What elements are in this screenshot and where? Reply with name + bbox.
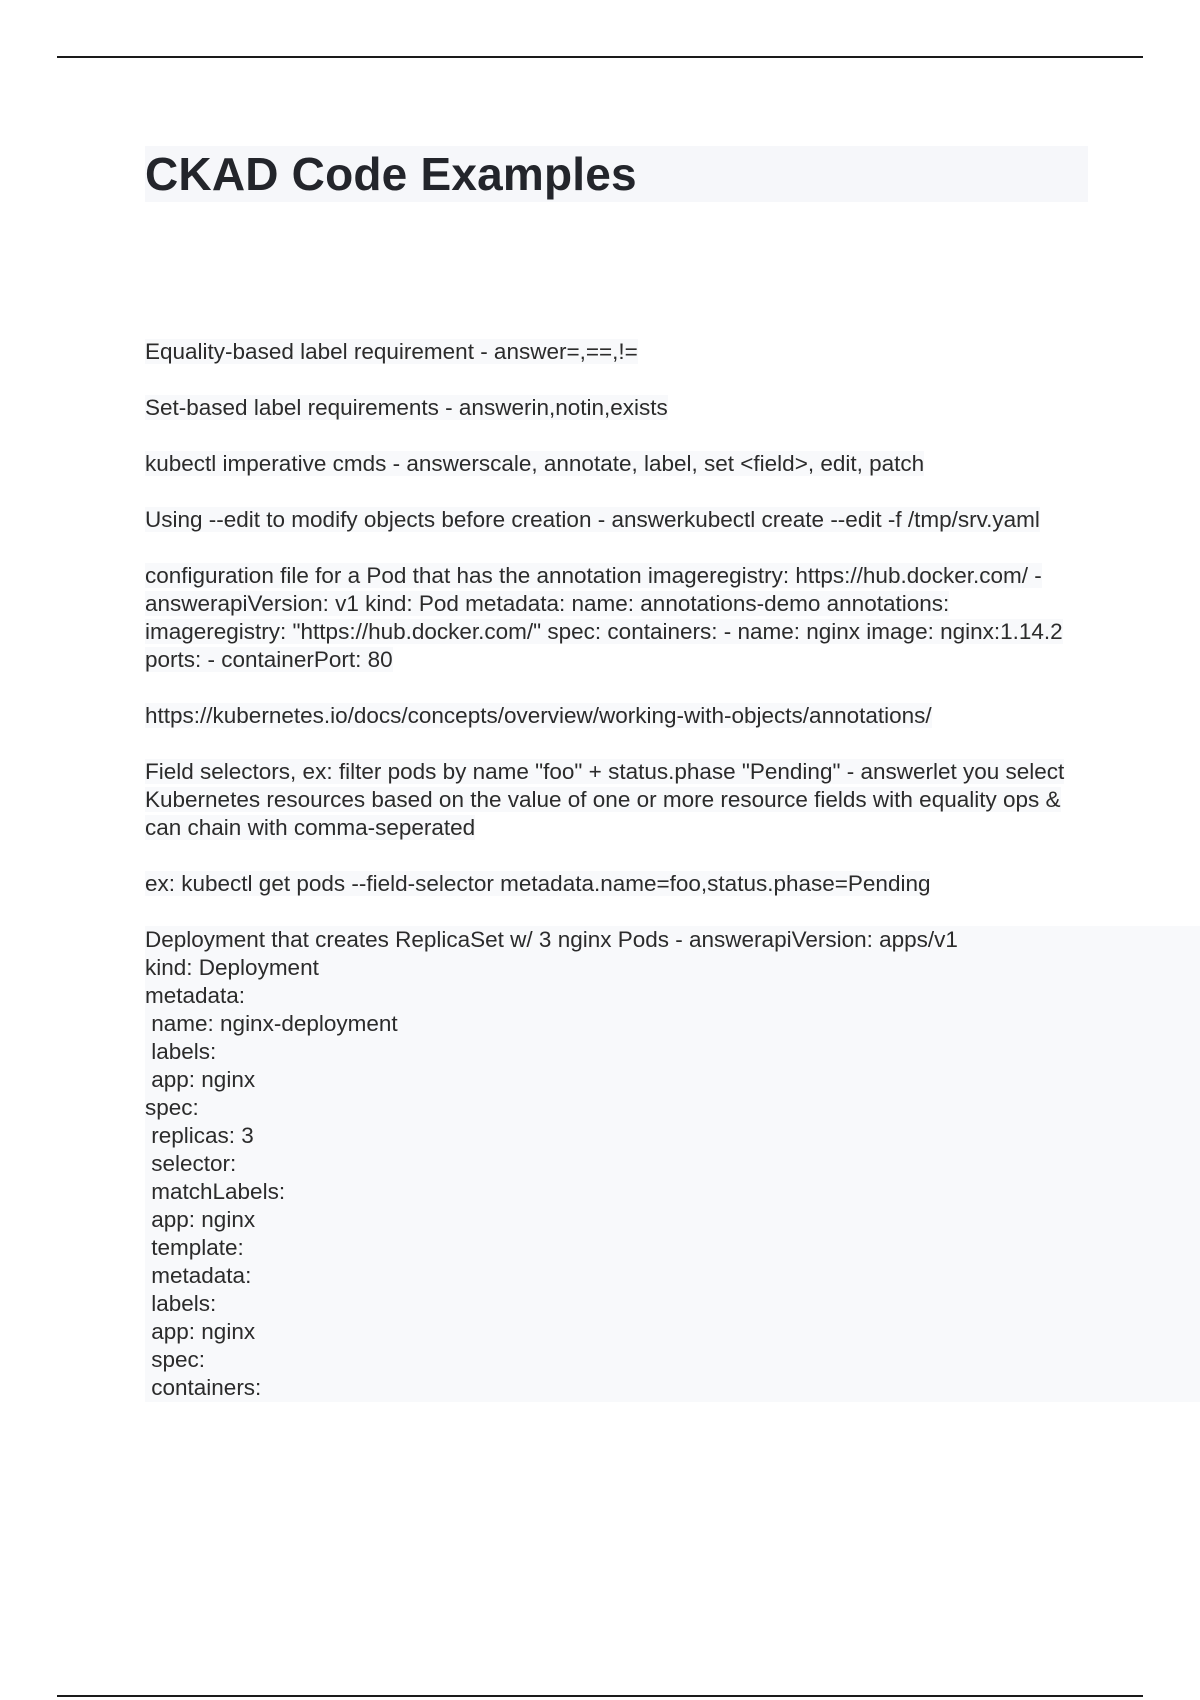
list-item: Using --edit to modify objects before creation - answerkubectl create --edit -f /tmp/srv.yaml [145,507,1040,532]
page-title: CKAD Code Examples [145,148,637,200]
list-item: https://kubernetes.io/docs/concepts/overview/working-with-objects/annotations/ [145,703,932,728]
list-item: ex: kubectl get pods --field-selector metadata.name=foo,status.phase=Pending [145,871,931,896]
list-item: Equality-based label requirement - answer=,==,!= [145,339,638,364]
list-item: kubectl imperative cmds - answerscale, annotate, label, set <field>, edit, patch [145,451,925,476]
bottom-divider [57,1695,1143,1697]
list-item: Set-based label requirements - answerin,notin,exists [145,395,668,420]
document-body [145,338,1090,1402]
top-divider [57,56,1143,58]
deployment-yaml-example: Deployment that creates ReplicaSet w/ 3 nginx Pods - answerapiVersion: apps/v1 kind: Deployment metadata: name: nginx-deployment labels: app: nginx spec: replicas: 3 selector: matchLabels: app: nginx template: metadata: labels: app: nginx spec: containers: [145,926,1200,1402]
list-item: configuration file for a Pod that has the annotation imageregistry: https://hub.docker.com/ - answerapiVersion: v1 kind: Pod metadata: name: annotations-demo annotations: imageregistry: "https://hub.docker.com/" spec: containers: - name: nginx image: nginx:1.14.2 ports: - containerPort: 80 [145,563,1063,672]
list-item: Field selectors, ex: filter pods by name "foo" + status.phase "Pending" - answerlet you select Kubernetes resources based on the value of one or more resource fields with equality ops & can chain with comma-seperated [145,759,1065,840]
